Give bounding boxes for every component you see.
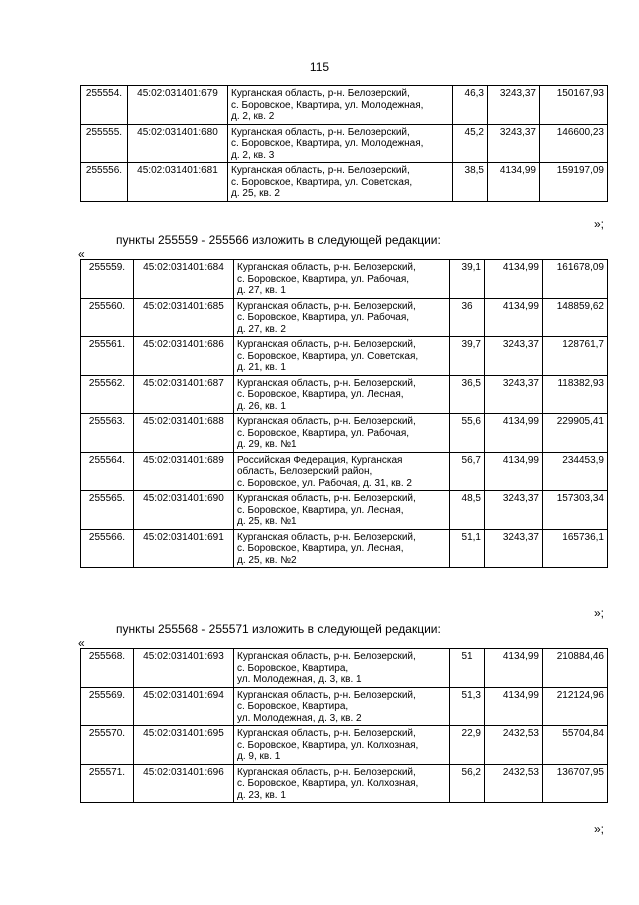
- cadastral-number: 45:02:031401:685: [134, 298, 234, 337]
- closing-quote-2: »;: [594, 606, 605, 620]
- cadastral-value: 159197,09: [540, 163, 608, 202]
- cadastral-value: 210884,46: [543, 649, 608, 688]
- address-line: Курганская область, р-н. Белозерский,: [231, 88, 410, 99]
- area-value: 45,2: [453, 124, 488, 163]
- cadastral-value: 118382,93: [543, 375, 608, 414]
- rate-value: 3243,37: [485, 491, 543, 530]
- cadastral-number: 45:02:031401:690: [134, 491, 234, 530]
- rate-value: 4134,99: [485, 298, 543, 337]
- address-cell: [234, 764, 450, 803]
- area-value: 39,7: [450, 337, 485, 376]
- address-line: д. 27, кв. 1: [237, 285, 286, 296]
- area-value: 56,2: [450, 764, 485, 803]
- address-line: с. Боровское, Квартира, ул. Рабочая,: [237, 427, 410, 439]
- rate-value: 4134,99: [488, 163, 540, 202]
- address-line: Курганская область, р-н. Белозерский,: [237, 651, 416, 662]
- address-line: Курганская область, р-н. Белозерский,: [237, 416, 416, 427]
- closing-quote-1: »;: [594, 217, 605, 231]
- row-number: 255564.: [81, 452, 134, 491]
- row-number: 255555.: [81, 124, 128, 163]
- rate-value: 4134,99: [485, 452, 543, 491]
- address-cell: [234, 649, 450, 688]
- area-value: 36: [450, 298, 485, 337]
- address-cell: [234, 452, 450, 491]
- cadastral-number: 45:02:031401:696: [134, 764, 234, 803]
- cadastral-value: 157303,34: [543, 491, 608, 530]
- row-number: 255568.: [81, 649, 134, 688]
- register-table-1: [80, 85, 608, 202]
- table-row: [81, 491, 608, 530]
- table-row: [81, 726, 608, 765]
- cadastral-number: 45:02:031401:679: [128, 86, 228, 125]
- address-line: д. 23, кв. 1: [237, 789, 286, 801]
- address-line: Курганская область, р-н. Белозерский,: [231, 126, 410, 138]
- address-line: с. Боровское, ул. Рабочая, д. 31, кв. 2: [237, 477, 412, 489]
- address-line: Курганская область, р-н. Белозерский,: [237, 377, 416, 389]
- address-line: Курганская область, р-н. Белозерский,: [237, 766, 416, 778]
- address-cell: [234, 260, 450, 299]
- opening-quote-1: «: [78, 247, 85, 261]
- cadastral-value: 161678,09: [543, 260, 608, 299]
- row-number: 255566.: [81, 529, 134, 568]
- cadastral-number: 45:02:031401:686: [134, 337, 234, 376]
- address-cell: [228, 163, 453, 202]
- address-line: с. Боровское, Квартира,: [237, 662, 349, 674]
- cadastral-value: 146600,23: [540, 124, 608, 163]
- address-cell: [228, 86, 453, 125]
- cadastral-number: 45:02:031401:695: [134, 726, 234, 765]
- rate-value: 4134,99: [485, 687, 543, 726]
- table-row: [81, 649, 608, 688]
- rate-value: 4134,99: [485, 414, 543, 453]
- table-row: [81, 529, 608, 568]
- instruction-1: пункты 255559 - 255566 изложить в следующей редакции:: [116, 233, 441, 247]
- address-line: Курганская область, р-н. Белозерский,: [237, 493, 416, 504]
- row-number: 255561.: [81, 337, 134, 376]
- address-cell: [234, 375, 450, 414]
- address-line: Курганская область, р-н. Белозерский,: [237, 689, 416, 701]
- row-number: 255554.: [81, 86, 128, 125]
- address-line: д. 21, кв. 1: [237, 362, 286, 373]
- address-line: Курганская область, р-н. Белозерский,: [237, 300, 416, 312]
- address-line: область, Белозерский район,: [237, 466, 373, 477]
- area-value: 51: [450, 649, 485, 688]
- address-line: с. Боровское, Квартира, ул. Молодежная,: [231, 99, 424, 111]
- address-line: д. 26, кв. 1: [237, 400, 286, 412]
- address-line: с. Боровское, Квартира, ул. Молодежная,: [231, 138, 424, 149]
- rate-value: 4134,99: [485, 649, 543, 688]
- address-line: д. 27, кв. 2: [237, 323, 286, 335]
- address-line: Курганская область, р-н. Белозерский,: [237, 339, 416, 350]
- area-value: 48,5: [450, 491, 485, 530]
- table-row: [81, 764, 608, 803]
- row-number: 255571.: [81, 764, 134, 803]
- cadastral-value: 165736,1: [543, 529, 608, 568]
- rate-value: 3243,37: [485, 529, 543, 568]
- address-cell: [234, 687, 450, 726]
- row-number: 255563.: [81, 414, 134, 453]
- table-row: [81, 375, 608, 414]
- row-number: 255569.: [81, 687, 134, 726]
- row-number: 255570.: [81, 726, 134, 765]
- rate-value: 3243,37: [485, 337, 543, 376]
- address-line: д. 29, кв. №1: [237, 439, 297, 450]
- cadastral-number: 45:02:031401:687: [134, 375, 234, 414]
- rate-value: 2432,53: [485, 726, 543, 765]
- address-cell: [234, 529, 450, 568]
- cadastral-number: 45:02:031401:680: [128, 124, 228, 163]
- area-value: 39,1: [450, 260, 485, 299]
- closing-quote-3: »;: [594, 822, 605, 836]
- rate-value: 3243,37: [488, 86, 540, 125]
- cadastral-value: 136707,95: [543, 764, 608, 803]
- address-line: Курганская область, р-н. Белозерский,: [237, 728, 416, 739]
- address-line: с. Боровское, Квартира, ул. Лесная,: [237, 389, 404, 400]
- row-number: 255565.: [81, 491, 134, 530]
- address-line: с. Боровское, Квартира, ул. Рабочая,: [237, 312, 410, 323]
- address-cell: [234, 337, 450, 376]
- cadastral-value: 55704,84: [543, 726, 608, 765]
- rate-value: 3243,37: [485, 375, 543, 414]
- table-row: [81, 337, 608, 376]
- address-line: Курганская область, р-н. Белозерский,: [237, 531, 416, 543]
- address-line: с. Боровское, Квартира, ул. Советская,: [237, 350, 419, 362]
- address-line: д. 25, кв. 2: [231, 188, 280, 199]
- table-row: [81, 86, 608, 125]
- cadastral-value: 229905,41: [543, 414, 608, 453]
- area-value: 55,6: [450, 414, 485, 453]
- instruction-2: пункты 255568 - 255571 изложить в следующей редакции:: [116, 622, 441, 636]
- address-line: с. Боровское, Квартира, ул. Колхозная,: [237, 739, 419, 751]
- address-line: с. Боровское, Квартира, ул. Рабочая,: [237, 273, 410, 285]
- address-cell: [234, 726, 450, 765]
- area-value: 22,9: [450, 726, 485, 765]
- row-number: 255562.: [81, 375, 134, 414]
- row-number: 255556.: [81, 163, 128, 202]
- cadastral-number: 45:02:031401:688: [134, 414, 234, 453]
- row-number: 255559.: [81, 260, 134, 299]
- area-value: 51,3: [450, 687, 485, 726]
- cadastral-value: 234453,9: [543, 452, 608, 491]
- address-line: д. 2, кв. 3: [231, 149, 275, 161]
- table-row: [81, 260, 608, 299]
- cadastral-value: 150167,93: [540, 86, 608, 125]
- opening-quote-2: «: [78, 636, 85, 650]
- address-line: с. Боровское, Квартира, ул. Колхозная,: [237, 778, 419, 789]
- rate-value: 4134,99: [485, 260, 543, 299]
- table-row: [81, 414, 608, 453]
- register-table-3: [80, 648, 608, 803]
- area-value: 56,7: [450, 452, 485, 491]
- cadastral-number: 45:02:031401:681: [128, 163, 228, 202]
- rate-value: 3243,37: [488, 124, 540, 163]
- area-value: 38,5: [453, 163, 488, 202]
- address-line: Курганская область, р-н. Белозерский,: [237, 262, 416, 273]
- cadastral-number: 45:02:031401:694: [134, 687, 234, 726]
- cadastral-number: 45:02:031401:691: [134, 529, 234, 568]
- address-line: д. 25, кв. №1: [237, 516, 297, 527]
- table-row: [81, 452, 608, 491]
- page-number: 115: [309, 60, 330, 74]
- cadastral-value: 212124,96: [543, 687, 608, 726]
- area-value: 46,3: [453, 86, 488, 125]
- cadastral-number: 45:02:031401:689: [134, 452, 234, 491]
- address-line: с. Боровское, Квартира,: [237, 701, 349, 712]
- register-table-2: [80, 259, 608, 568]
- row-number: 255560.: [81, 298, 134, 337]
- address-line: д. 9, кв. 1: [237, 751, 281, 762]
- address-line: ул. Молодежная, д. 3, кв. 2: [237, 712, 362, 724]
- area-value: 51,1: [450, 529, 485, 568]
- table-row: [81, 687, 608, 726]
- table-row: [81, 298, 608, 337]
- cadastral-number: 45:02:031401:684: [134, 260, 234, 299]
- address-line: д. 2, кв. 2: [231, 111, 275, 122]
- cadastral-number: 45:02:031401:693: [134, 649, 234, 688]
- address-line: с. Боровское, Квартира, ул. Лесная,: [237, 504, 404, 516]
- cadastral-value: 148859,62: [543, 298, 608, 337]
- address-line: с. Боровское, Квартира, ул. Советская,: [231, 176, 413, 188]
- address-cell: [228, 124, 453, 163]
- address-line: Российская Федерация, Курганская: [237, 454, 403, 466]
- table-row: [81, 124, 608, 163]
- cadastral-value: 128761,7: [543, 337, 608, 376]
- address-line: ул. Молодежная, д. 3, кв. 1: [237, 674, 362, 685]
- rate-value: 2432,53: [485, 764, 543, 803]
- address-cell: [234, 491, 450, 530]
- address-line: Курганская область, р-н. Белозерский,: [231, 165, 410, 176]
- address-line: с. Боровское, Квартира, ул. Лесная,: [237, 543, 404, 554]
- address-cell: [234, 298, 450, 337]
- area-value: 36,5: [450, 375, 485, 414]
- address-cell: [234, 414, 450, 453]
- address-line: д. 25, кв. №2: [237, 554, 297, 566]
- table-row: [81, 163, 608, 202]
